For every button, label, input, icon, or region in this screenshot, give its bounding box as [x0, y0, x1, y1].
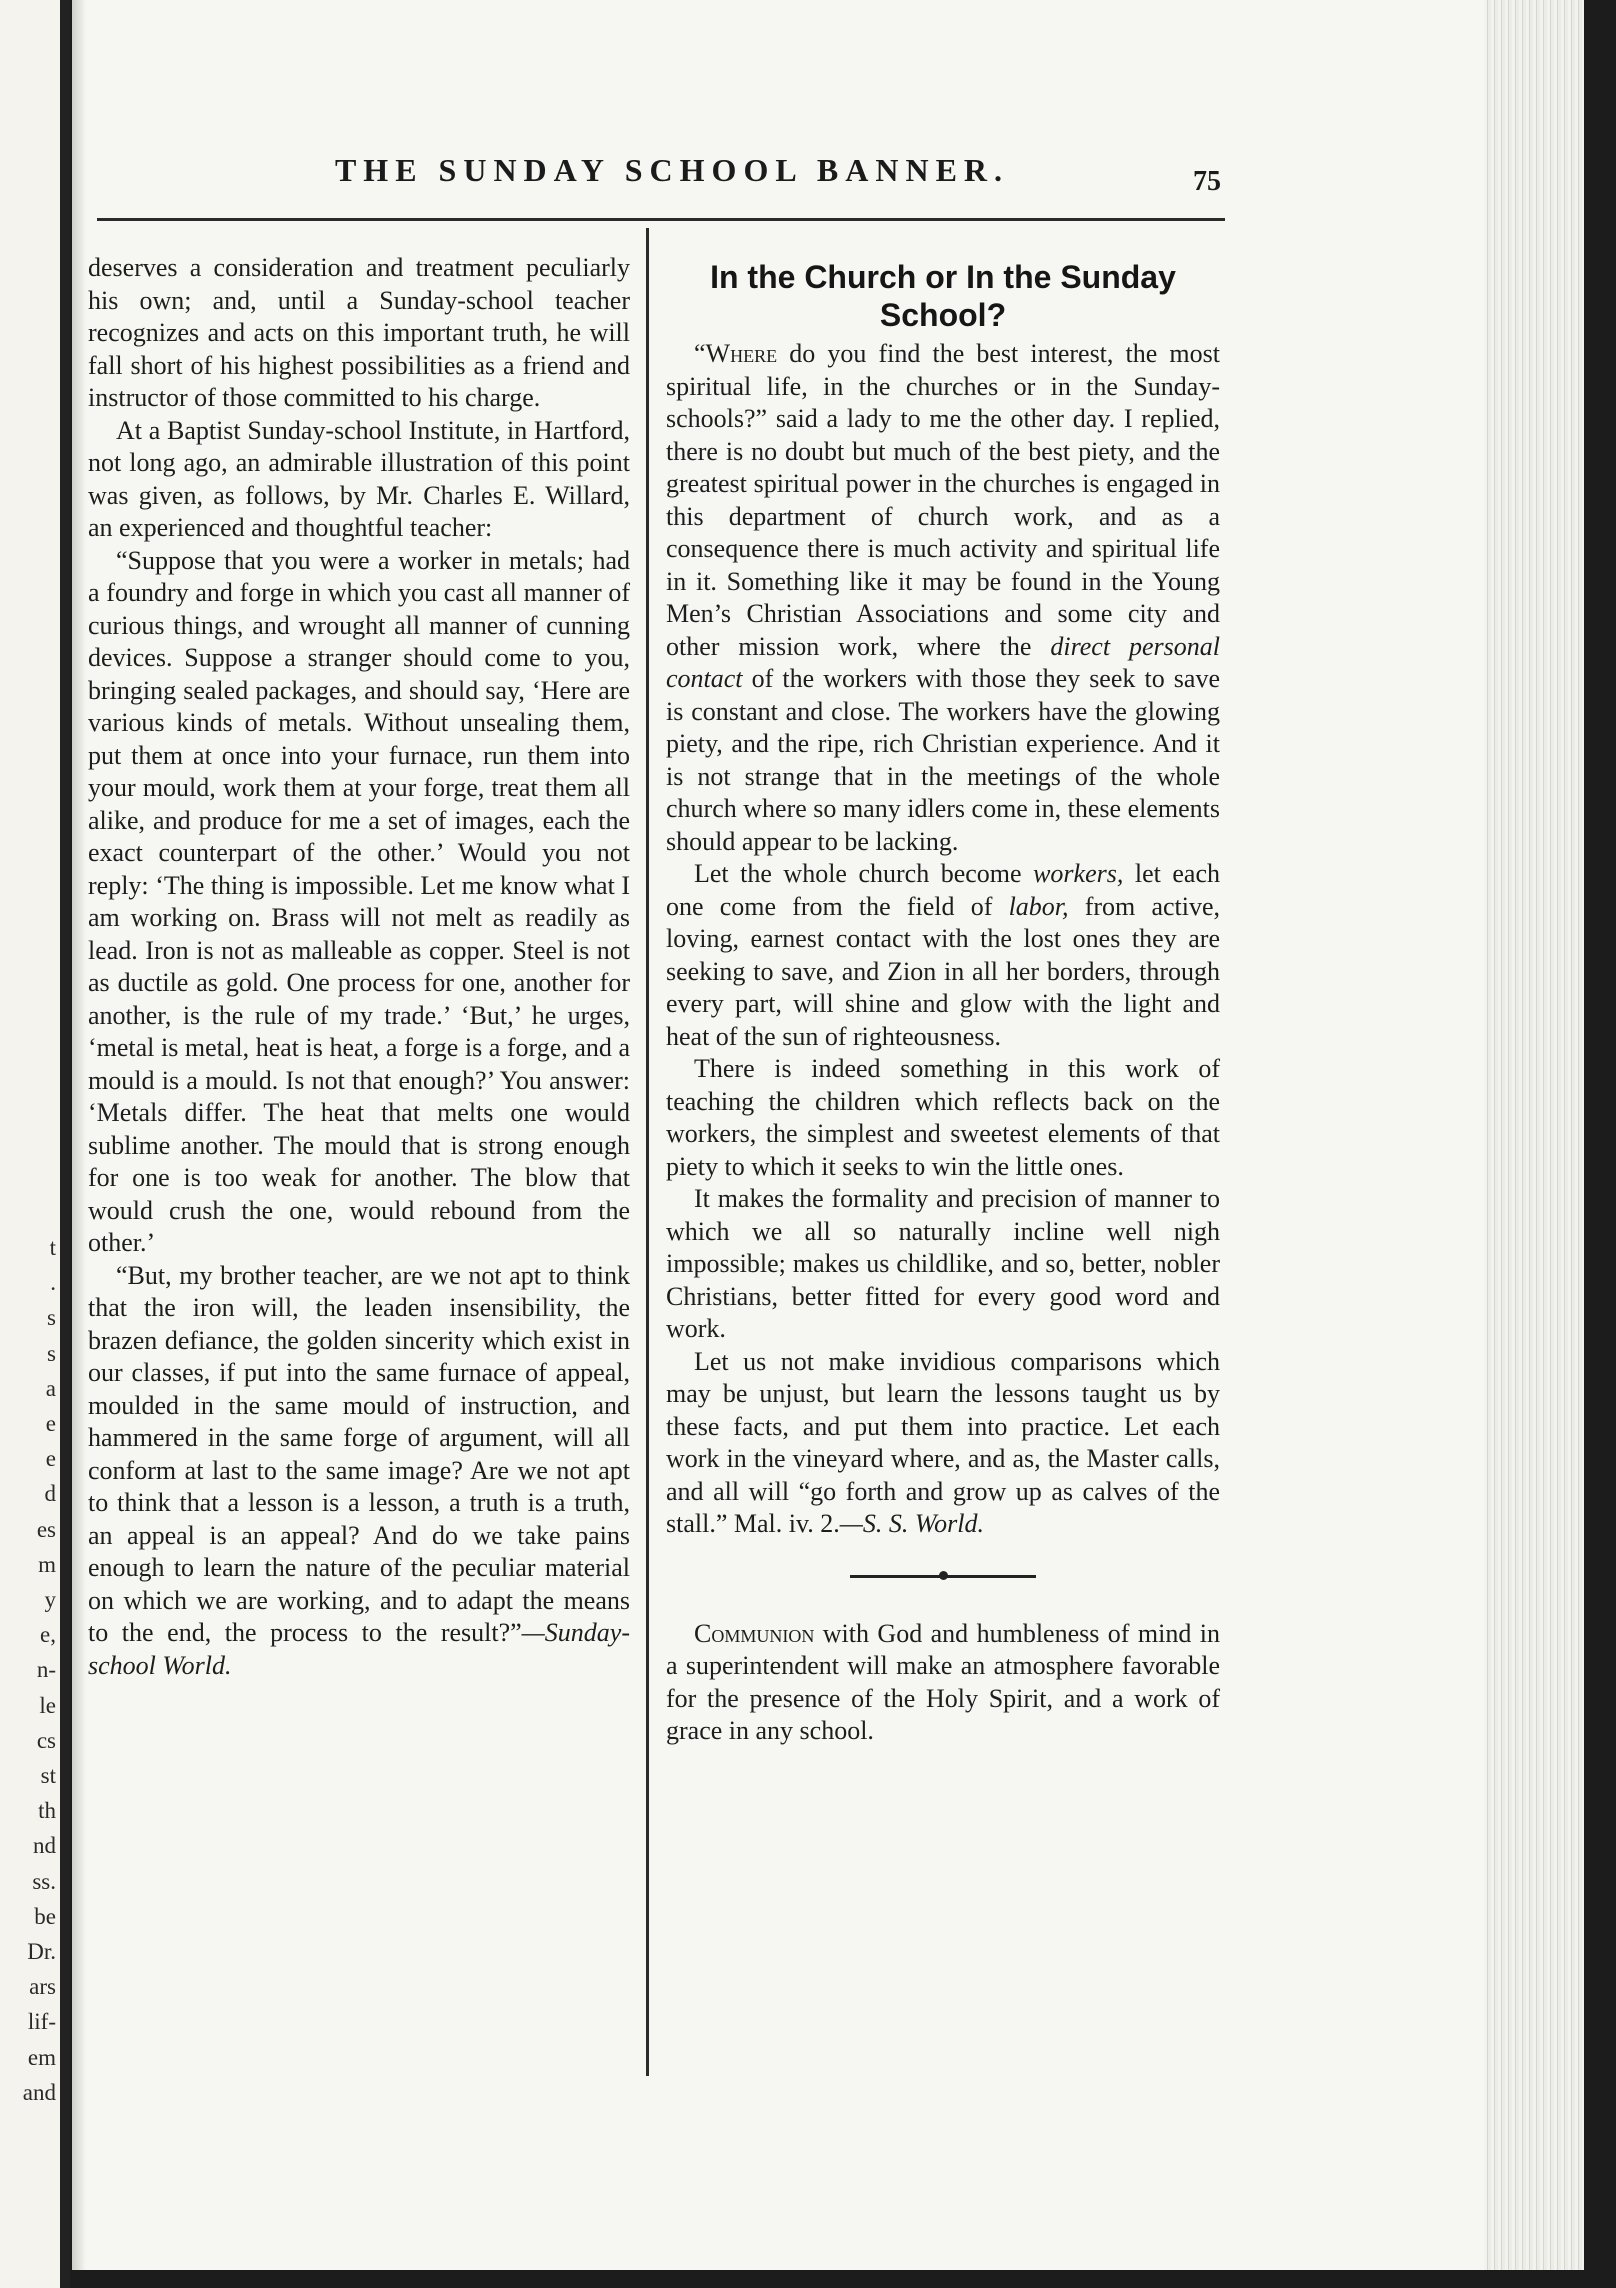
running-title: THE SUNDAY SCHOOL BANNER. [334, 152, 1010, 188]
fragment-letter: y [44, 1587, 56, 1613]
paragraph-text: “But, my brother teacher, are we not apt to think that the iron will, the leaden insensibility, the brazen defiance, the golden sincerity which exist in our classes, if put into the same furnace of appeal, moulded in the same mould of instruction, and hammered in the same forge of argument, will all conform at last to the same image? Are we not apt to think that a lesson is a lesson, a truth is a truth, an appeal is an appeal? And do we take pains enough to learn the nature of the peculiar material on which we are working, and to adapt the means to the end, the process to the result?” [88, 1260, 630, 1647]
section-ornament [850, 1575, 1036, 1578]
fragment-letter: n- [36, 1657, 56, 1683]
right-column [666, 252, 1220, 1748]
fragment-letter: e [45, 1446, 56, 1472]
fragment-letter: ss. [32, 1868, 56, 1894]
fragment-letter: th [38, 1798, 56, 1824]
paragraph: deserves a consideration and treatment peculiarly his own; and, until a Sunday-school teacher recognizes and acts on this important truth, he will fall short of his highest possibilities as a friend and instructor of those committed to his charge. [88, 253, 630, 412]
fragment-letter: cs [36, 1727, 56, 1753]
fragment-letter: s [47, 1305, 56, 1331]
fragment-letter: e [45, 1411, 56, 1437]
fragment-letter: and [22, 2079, 56, 2105]
note-paragraph [666, 1618, 1220, 1748]
fragment-letter: st [40, 1763, 56, 1789]
emphasis: labor, [1008, 891, 1069, 921]
fragment-letter: lif- [27, 2009, 56, 2035]
fragment-letter: es [36, 1516, 56, 1542]
fragment-letter: ars [29, 1974, 56, 2000]
source-credit: —S. S. World. [839, 1509, 985, 1538]
fragment-letter: . [50, 1270, 56, 1296]
fragment-letter: le [39, 1692, 56, 1718]
opening-word: Communion [694, 1618, 815, 1648]
fragment-letter: a [45, 1375, 56, 1401]
paragraph [666, 338, 1220, 858]
header-rule [97, 218, 1225, 221]
left-column [88, 252, 630, 1682]
paragraph [666, 858, 1220, 1053]
paragraph: There is indeed something in this work of teaching the children which reflects back on the workers, the simplest and sweetest elements of that piety to which it seeks to win the little ones. [666, 1054, 1220, 1181]
paragraph: It makes the formality and precision of manner to which we all so naturally incline well nigh impossible; makes us childlike, and so, better, nobler Christians, better fitted for every good word and work. [666, 1184, 1220, 1343]
paragraph-text: do you find the best interest, the most spiritual life, in the churches or in the Sunday-schools?” said a lady to me the other day. I replied, there is no doubt but much of the best piety, and the greatest spiritual power in the churches is engaged in this department of church work, and as a consequence there is much activity and spiritual life in it. Something like it may be found in the Young Men’s Christian Associations and some city and other mission work, where the [666, 339, 1220, 661]
emphasis: direct personal contact [666, 631, 1221, 693]
article-title: In the Church or In the Sunday School? [710, 259, 1176, 333]
paragraph: At a Baptist Sunday-school Institute, in Hartford, not long ago, an admirable illustration of this point was given, as follows, by Mr. Charles E. Willard, an experienced and thoughtful teacher: [88, 415, 630, 542]
fragment-letter: be [34, 1903, 56, 1929]
source-credit: —Sunday-school World. [88, 1618, 630, 1680]
paragraph-text: with God and humbleness of mind in a superintendent will make an atmosphere favorable for the presence of the Holy Spirit, and a work of grace in any school. [666, 1618, 1220, 1745]
paragraph [666, 1346, 1220, 1541]
page-edges [1484, 0, 1584, 2270]
facing-page-edge [0, 0, 70, 2288]
opening-word: “Where [694, 339, 778, 368]
fragment-letter: em [27, 2044, 56, 2070]
paragraph-text: Let us not make invidious comparisons which may be unjust, but learn the lessons taught us by these facts, and put them into practice. Let each work in the vineyard where, and as, the Master calls, and all will “go forth and grow up as calves of the stall.” Mal. iv. 2. [666, 1346, 1220, 1538]
fragment-letter: e, [40, 1622, 56, 1648]
fragment-letter: nd [33, 1833, 56, 1859]
fragment-letter: Dr. [27, 1939, 56, 1965]
fragment-letter: t [49, 1235, 56, 1260]
paragraph-text: from active, loving, earnest contact with the lost ones they are seeking to save, and Zion in all her borders, through every part, will shine and glow with the light and heat of the sun of righteousness. [666, 891, 1221, 1051]
gutter-shadow [72, 0, 86, 2270]
paragraph-text: Let the whole church become [694, 859, 1034, 888]
fragment-letter: d [44, 1481, 56, 1507]
page-number: 75 [1193, 166, 1221, 197]
fragment-letter: s [47, 1340, 56, 1366]
paragraph: “Suppose that you were a worker in metals; had a foundry and forge in which you cast all manner of curious things, and wrought all manner of cunning devices. Suppose a stranger should come to you, bringing sealed packages, and should say, ‘Here are various kinds of metals. Without unsealing them, put them at once into your furnace, run them into your mould, work them at your forge, treat them all alike, and produce for me a set of images, each the exact counterpart of the other.’ Would you not reply: ‘The thing is impossible. Let me know what I am working on. Brass will not melt as readily as lead. Iron is not as malleable as copper. Steel is not as ductile as gold. One process for one, another for another, is the rule of my trade.’ ‘But,’ he urges, ‘metal is metal, heat is heat, a forge is a forge, and a mould is a mould. Is not that enough?’ You answer: ‘Metals differ. The heat that melts one would sublime another. The mould that is strong enough for one is too weak for another. The blow that would crush the one, would rebound from the other.’ [88, 545, 630, 1257]
paragraph-text: let each one come from the field of [666, 859, 1221, 921]
column-divider [646, 228, 649, 2076]
paragraph [88, 1260, 630, 1683]
facing-page-fragments [23, 1230, 56, 2110]
fragment-letter: m [38, 1551, 56, 1577]
emphasis: workers, [1033, 859, 1124, 888]
paragraph-text: of the workers with those they seek to save is constant and close. The workers have the glowing piety, and the ripe, rich Christian experience. And it is not strange that in the meetings of the whole church where so many idlers come in, these elements should appear to be lacking. [666, 664, 1220, 856]
